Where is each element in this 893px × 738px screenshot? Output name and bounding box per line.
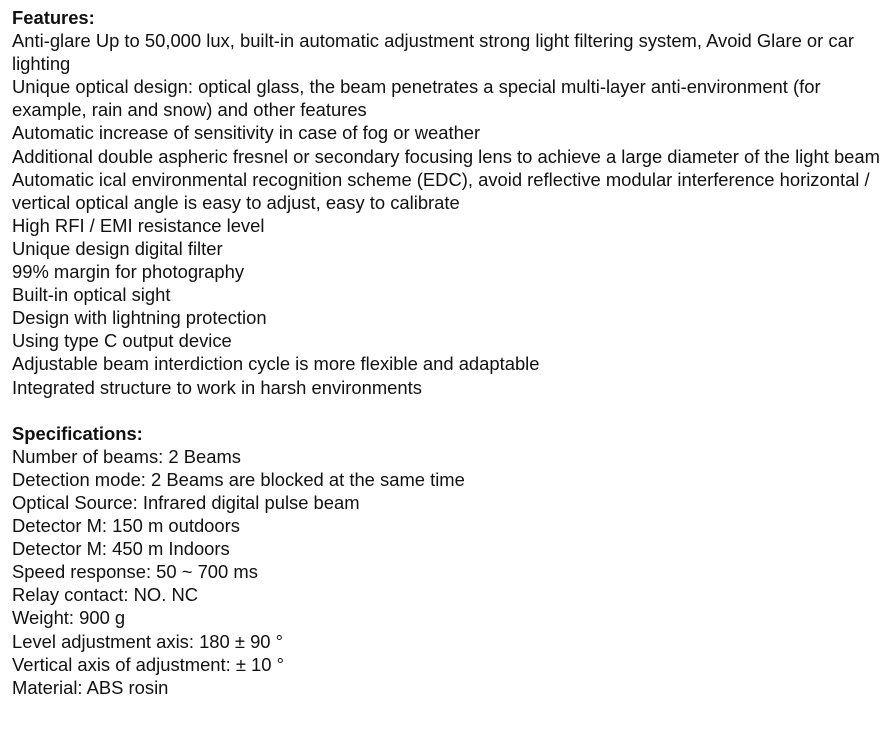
feature-item: High RFI / EMI resistance level: [12, 214, 265, 236]
feature-item: Integrated structure to work in harsh environments: [12, 376, 422, 398]
feature-item: Design with lightning protection: [12, 307, 267, 329]
feature-item: Automatic increase of sensitivity in case of fog or weather: [12, 122, 481, 144]
spec-item: Relay contact: NO. NC: [12, 584, 199, 606]
section-spacer: [12, 399, 884, 422]
feature-item: 99% margin for photography: [12, 261, 245, 283]
spec-item: Detector M: 150 m outdoors: [12, 515, 240, 537]
spec-item: Weight: 900 g: [12, 607, 126, 629]
spec-item: Number of beams: 2 Beams: [12, 445, 241, 467]
feature-item: Unique optical design: optical glass, the beam penetrates a special multi-layer anti-environment (for example, rain and snow) and other features: [12, 76, 821, 121]
product-description: [12, 6, 884, 699]
spec-item: Speed response: 50 ~ 700 ms: [12, 561, 258, 583]
feature-item: Unique design digital filter: [12, 237, 223, 259]
spec-item: Detection mode: 2 Beams are blocked at the same time: [12, 468, 465, 490]
feature-item: Additional double aspheric fresnel or secondary focusing lens to achieve a large diameter of the light beam: [12, 145, 880, 167]
feature-item: Using type C output device: [12, 330, 232, 352]
feature-item: Automatic ical environmental recognition scheme (EDC), avoid reflective modular interference horizontal / vertical optical angle is easy to adjust, easy to calibrate: [12, 168, 870, 213]
spec-item: Material: ABS rosin: [12, 676, 169, 698]
spec-item: Vertical axis of adjustment: ± 10 °: [12, 653, 284, 675]
spec-item: Optical Source: Infrared digital pulse beam: [12, 491, 360, 513]
feature-item: Built-in optical sight: [12, 284, 171, 306]
specifications-section: [12, 422, 884, 699]
features-heading: Features:: [12, 7, 95, 28]
feature-item: Adjustable beam interdiction cycle is more flexible and adaptable: [12, 353, 540, 375]
specifications-heading: Specifications:: [12, 422, 143, 444]
feature-item: Anti-glare Up to 50,000 lux, built-in automatic adjustment strong light filtering system, Avoid Glare or car lighting: [12, 30, 854, 75]
spec-item: Detector M: 450 m Indoors: [12, 538, 230, 560]
features-section: [12, 6, 884, 399]
spec-item: Level adjustment axis: 180 ± 90 °: [12, 630, 283, 652]
